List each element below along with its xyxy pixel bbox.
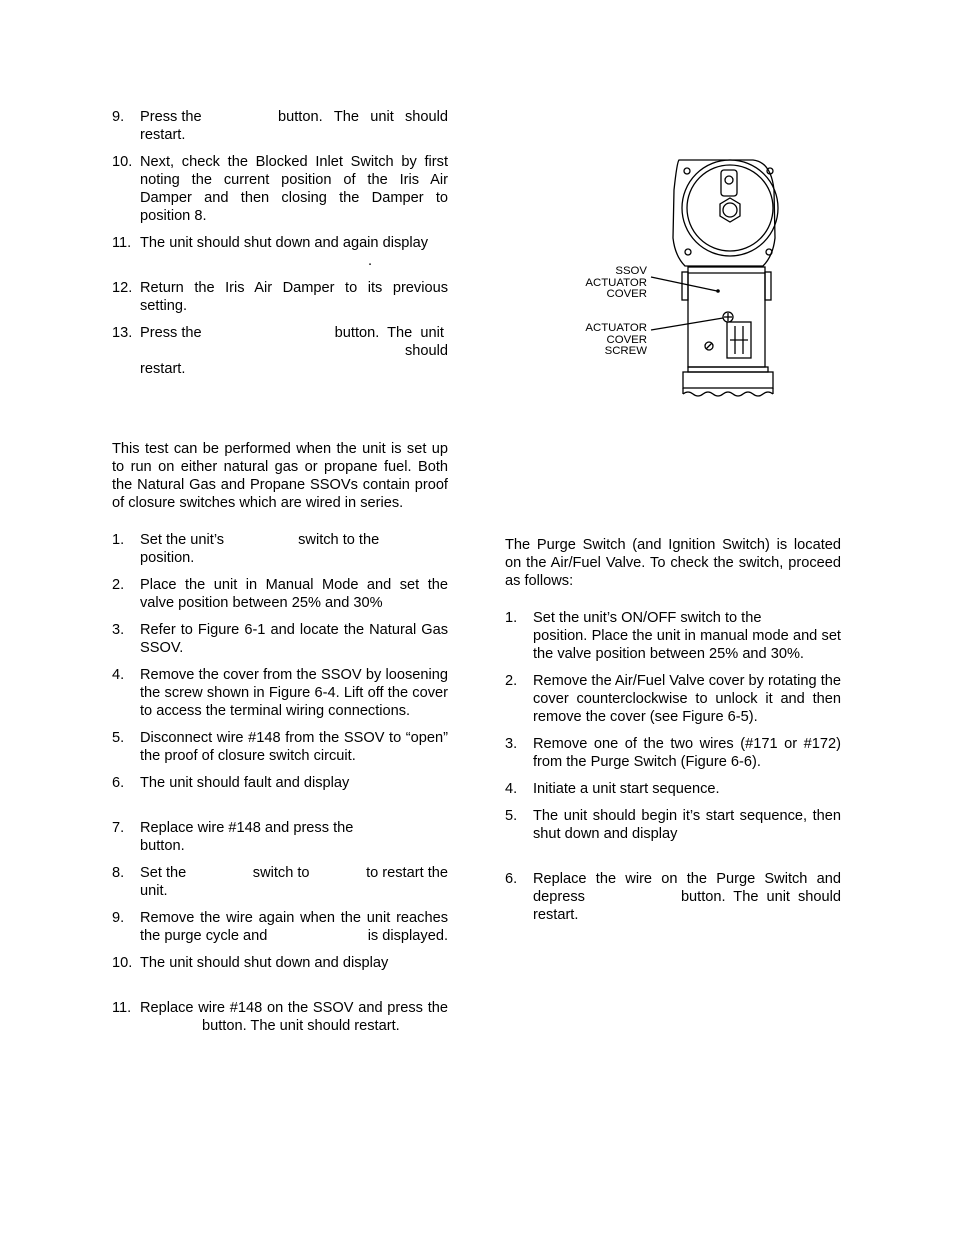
list-item: 9. Remove the wire again when the unit reaches the purge cycle and is displayed. — [112, 910, 448, 944]
list-item: 12. Return the Iris Air Damper to its previous setting. — [112, 280, 448, 314]
list-item: 1. Set the unit’s ON/OFF switch to the position. Place the unit in manual mode and set the valve position between 25% and 30%. — [505, 610, 841, 662]
list-item: 11. Replace wire #148 on the SSOV and press the button. The unit should restart. — [112, 1000, 448, 1034]
list-item: 1. Set the unit’s switch to the position. — [112, 532, 380, 566]
intro-paragraph: This test can be performed when the unit is set up to run on either natural gas or propane fuel. Both the Natural Gas and Propane SSOVs contain proof of closure switches which are wired in series. — [112, 441, 448, 511]
list-item: 4. Remove the cover from the SSOV by loosening the screw shown in Figure 6-4. Lift off the cover to access the terminal wiring connections. — [112, 667, 448, 719]
list-item: 2. Remove the Air/Fuel Valve cover by rotating the cover counterclockwise to unlock it and then remove the cover (see Figure 6-5). — [505, 673, 841, 725]
label-ssov-actuator-cover: SSOV ACTUATOR COVER — [585, 265, 647, 300]
item-text: The unit should shut down and again display — [140, 235, 429, 251]
list-item: 10. The unit should shut down and display — [112, 955, 389, 971]
item-text-tail: restart. — [140, 127, 186, 143]
list-item: 6. Replace the wire on the Purge Switch and depress button. The unit should restart. — [505, 871, 841, 923]
item-text: Next, check the Blocked Inlet Switch by first noting the current position of the Iris Air Damper and then closing the Damper to position 8. — [140, 154, 448, 224]
right-column — [505, 536, 841, 933]
list-item: 5. Disconnect wire #148 from the SSOV to “open” the proof of closure switch circuit. — [112, 730, 448, 764]
list-item: 11. The unit should shut down and again display . — [112, 235, 429, 269]
list-item: 3. Refer to Figure 6-1 and locate the Natural Gas SSOV. — [112, 622, 448, 656]
item-text: Return the Iris Air Damper to its previous setting. — [140, 280, 448, 314]
list-item: 8. Set the switch to to restart the unit. — [112, 865, 448, 899]
list-item: 6. The unit should fault and display — [112, 775, 350, 791]
label-actuator-cover-screw: ACTUATOR COVER SCREW — [585, 322, 647, 357]
list-item: 5. The unit should begin it’s start sequence, then shut down and display — [505, 808, 841, 842]
intro-paragraph: The Purge Switch (and Ignition Switch) is located on the Air/Fuel Valve. To check the switch, proceed as follows: — [505, 537, 841, 589]
list-item: 3. Remove one of the two wires (#171 or #172) from the Purge Switch (Figure 6-6). — [505, 736, 841, 770]
list-item: 7. Replace wire #148 and press the button. — [112, 820, 354, 854]
left-column — [112, 108, 448, 1044]
list-item: 13. Press the button. The unit should restart. — [112, 325, 448, 377]
list-item: 10. Next, check the Blocked Inlet Switch by first noting the current position of the Iris Air Damper and then closing the Damper to position 8. — [112, 154, 448, 224]
list-item: 9. Press the button. The unit should restart. — [112, 109, 448, 143]
list-item: 2. Place the unit in Manual Mode and set the valve position between 25% and 30% — [112, 577, 448, 611]
item-number: 9. — [112, 109, 125, 125]
list-item: 4. Initiate a unit start sequence. — [505, 781, 720, 797]
ssov-actuator-figure — [575, 150, 785, 405]
